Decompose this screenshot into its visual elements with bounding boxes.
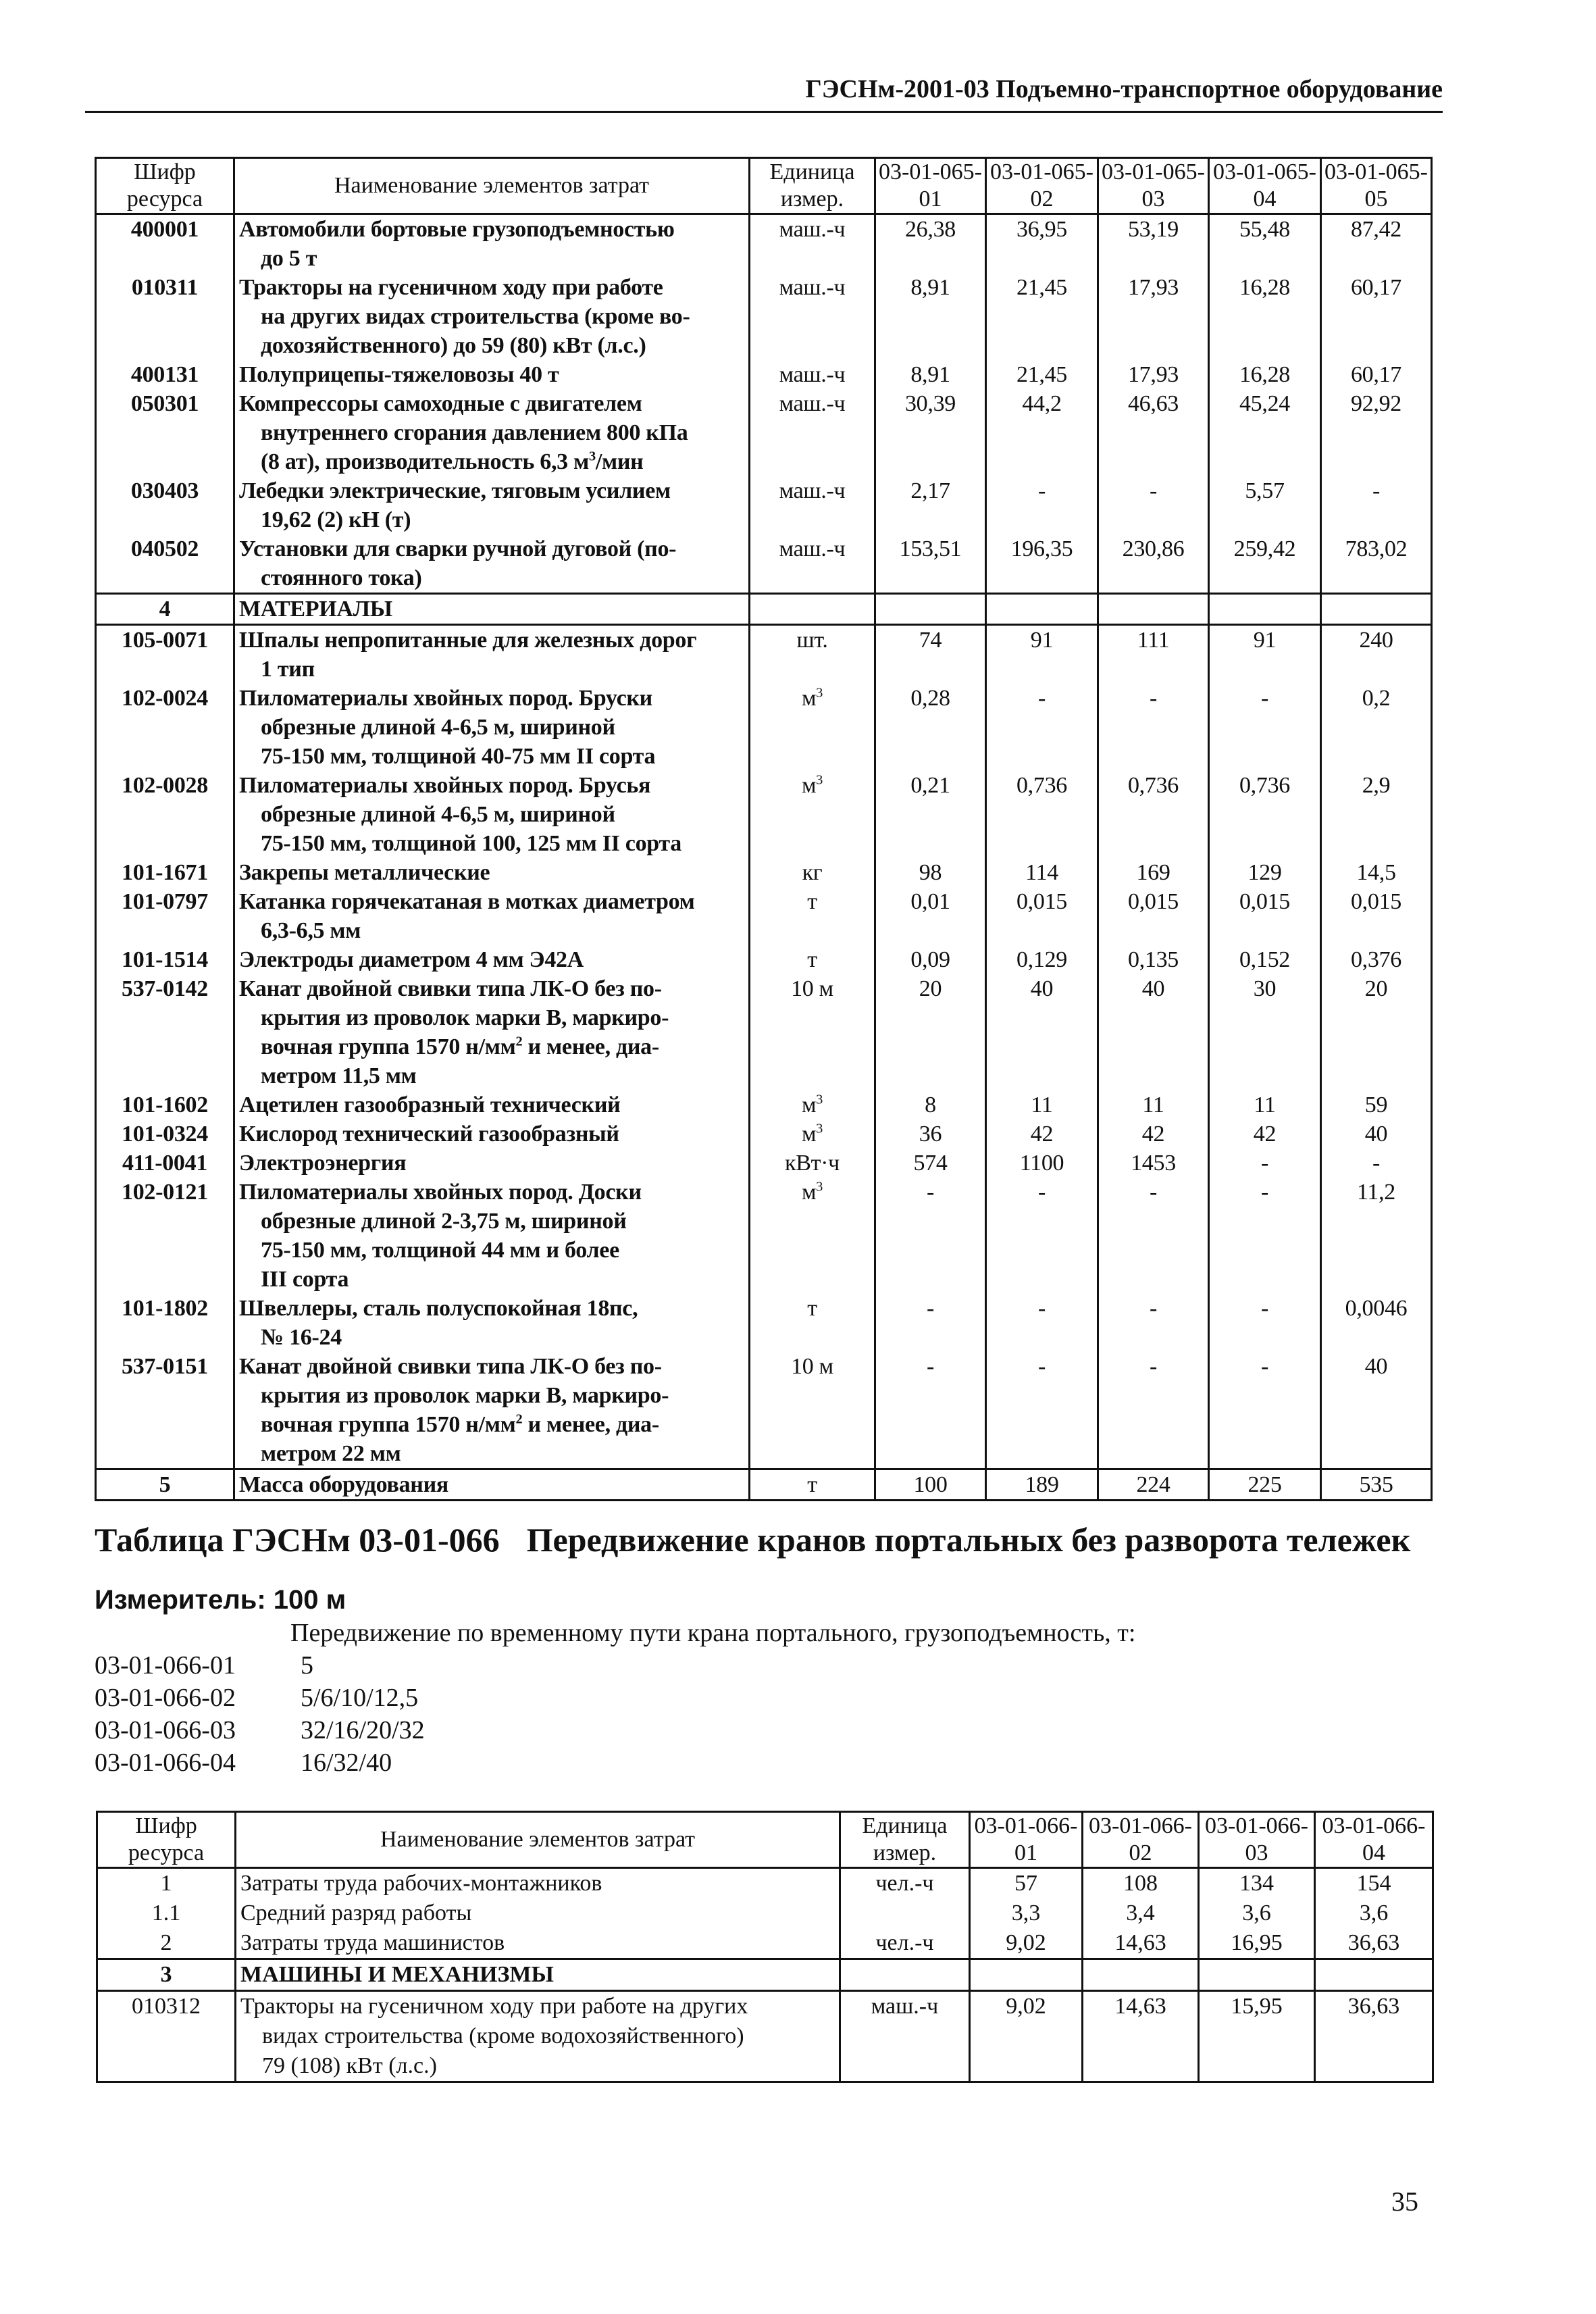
resource-unit: 10 м <box>750 1352 875 1469</box>
table-header-row <box>97 1812 1433 1868</box>
resource-table-065 <box>95 157 1433 1501</box>
value-cell: 16,95 <box>1199 1928 1315 1959</box>
value-cell: 11 <box>1098 1090 1209 1120</box>
table-row <box>96 273 1432 360</box>
value-cell: 40 <box>986 974 1098 1090</box>
value-cell: - <box>986 1294 1098 1352</box>
value-cell: 36 <box>875 1120 986 1149</box>
resource-name: Шпалы непропитанные для железных дорог 1 тип <box>234 625 750 684</box>
variant-line <box>95 1683 418 1713</box>
resource-code: 101-1802 <box>96 1294 234 1352</box>
variant-value: 5/6/10/12,5 <box>301 1684 419 1712</box>
resource-unit: кВт·ч <box>750 1149 875 1178</box>
table-row <box>97 1991 1433 2082</box>
value-cell: 0,2 <box>1321 684 1432 771</box>
value-cell: - <box>986 476 1098 534</box>
table-row <box>96 887 1432 945</box>
col-name-header: Наименование элементов затрат <box>236 1812 840 1868</box>
value-cell: 91 <box>1209 625 1321 684</box>
value-cell: 20 <box>875 974 986 1090</box>
value-cell: 16,28 <box>1209 273 1321 360</box>
value-cell: 535 <box>1321 1469 1432 1501</box>
table-row <box>96 1090 1432 1120</box>
col-variant-header: 03-01-066-01 <box>970 1812 1083 1868</box>
col-unit-header: Единица измер. <box>750 158 875 214</box>
resource-unit: $м^3$ <box>750 771 875 858</box>
col-variant-header: 03-01-066-03 <box>1199 1812 1315 1868</box>
resource-name: Автомобили бортовые грузоподъемностью до 5 т <box>234 214 750 274</box>
value-cell: 0,736 <box>986 771 1098 858</box>
value-cell: 2,9 <box>1321 771 1432 858</box>
value-cell: 14,5 <box>1321 858 1432 887</box>
resource-code: 101-1671 <box>96 858 234 887</box>
resource-unit: маш.-ч <box>750 389 875 476</box>
table-row <box>96 625 1432 684</box>
variant-code: 03-01-066-04 <box>95 1749 236 1777</box>
resource-code: 102-0024 <box>96 684 234 771</box>
value-cell: - <box>875 1352 986 1469</box>
value-cell: 2,17 <box>875 476 986 534</box>
value-cell: 1100 <box>986 1149 1098 1178</box>
table-row <box>96 1149 1432 1178</box>
table-row <box>96 974 1432 1090</box>
resource-name: Лебедки электрические, тяговым усилием 19,62 (2) кН (т) <box>234 476 750 534</box>
value-cell: 8 <box>875 1090 986 1120</box>
value-cell: 40 <box>1321 1352 1432 1469</box>
resource-code: 101-1514 <box>96 945 234 974</box>
col-variant-header: 03-01-065-01 <box>875 158 986 214</box>
resource-unit: $м^3$ <box>750 1090 875 1120</box>
resource-code: 1.1 <box>97 1898 236 1928</box>
value-cell: 240 <box>1321 625 1432 684</box>
value-cell: 9,02 <box>970 1991 1083 2082</box>
value-cell: 11 <box>1209 1090 1321 1120</box>
running-header: ГЭСНм-2001-03 Подъемно-транспортное оборудование <box>85 74 1443 113</box>
value-cell: 42 <box>1209 1120 1321 1149</box>
variant-code: 03-01-066-02 <box>95 1684 236 1712</box>
value-cell: 74 <box>875 625 986 684</box>
value-cell: 230,86 <box>1098 534 1209 594</box>
resource-name: Затраты труда машинистов <box>236 1928 840 1959</box>
resource-name: Пиломатериалы хвойных пород. Бруски обрезные длиной 4-6,5 м, шириной 75-150 мм, толщиной 40-75 мм II сорта <box>234 684 750 771</box>
variant-value: 32/16/20/32 <box>301 1716 425 1744</box>
value-cell: - <box>1209 1178 1321 1294</box>
value-cell: 59 <box>1321 1090 1432 1120</box>
value-cell: 0,135 <box>1098 945 1209 974</box>
equipment-mass-row <box>96 1469 1432 1501</box>
value-cell: 55,48 <box>1209 214 1321 274</box>
value-cell: 189 <box>986 1469 1098 1501</box>
value-cell: 36,95 <box>986 214 1098 274</box>
value-cell: 0,015 <box>1209 887 1321 945</box>
resource-unit: чел.-ч <box>840 1868 970 1899</box>
value-cell: - <box>875 1294 986 1352</box>
value-cell: - <box>1098 1352 1209 1469</box>
table-row <box>96 360 1432 389</box>
resource-name: Электроэнергия <box>234 1149 750 1178</box>
resource-unit: чел.-ч <box>840 1928 970 1959</box>
value-cell: - <box>1098 1294 1209 1352</box>
table-header-row <box>96 158 1432 214</box>
value-cell: - <box>875 1178 986 1294</box>
value-cell: 17,93 <box>1098 273 1209 360</box>
table-row <box>96 214 1432 274</box>
resource-code: 5 <box>96 1469 234 1501</box>
resource-code: 101-0797 <box>96 887 234 945</box>
value-cell: 783,02 <box>1321 534 1432 594</box>
resource-name: Тракторы на гусеничном ходу при работе на других видах строительства (кроме во- дохозяйственного) до 59 (80) кВт (л.с.) <box>234 273 750 360</box>
resource-code: 411-0041 <box>96 1149 234 1178</box>
value-cell: 57 <box>970 1868 1083 1899</box>
resource-unit: т <box>750 1294 875 1352</box>
resource-unit: шт. <box>750 625 875 684</box>
value-cell: 9,02 <box>970 1928 1083 1959</box>
resource-unit: $м^3$ <box>750 1120 875 1149</box>
value-cell: 30 <box>1209 974 1321 1090</box>
value-cell: 15,95 <box>1199 1991 1315 2082</box>
section-row <box>96 594 1432 625</box>
resource-unit: 10 м <box>750 974 875 1090</box>
table-row <box>96 945 1432 974</box>
value-cell: 30,39 <box>875 389 986 476</box>
resource-code: 030403 <box>96 476 234 534</box>
resource-unit: $м^3$ <box>750 1178 875 1294</box>
resource-code: 102-0121 <box>96 1178 234 1294</box>
table-row <box>96 389 1432 476</box>
col-variant-header: 03-01-066-04 <box>1315 1812 1433 1868</box>
value-cell: 5,57 <box>1209 476 1321 534</box>
table-row <box>97 1928 1433 1959</box>
resource-code: 101-1602 <box>96 1090 234 1120</box>
resource-unit <box>840 1898 970 1928</box>
value-cell: 91 <box>986 625 1098 684</box>
value-cell: - <box>1209 1149 1321 1178</box>
section-code: 4 <box>96 594 234 625</box>
value-cell: 11,2 <box>1321 1178 1432 1294</box>
value-cell: 154 <box>1315 1868 1433 1899</box>
value-cell: 36,63 <box>1315 1928 1433 1959</box>
col-name-header: Наименование элементов затрат <box>234 158 750 214</box>
value-cell: 26,38 <box>875 214 986 274</box>
value-cell: 111 <box>1098 625 1209 684</box>
resource-table-066 <box>96 1811 1434 2083</box>
value-cell: 0,09 <box>875 945 986 974</box>
resource-unit: маш.-ч <box>750 273 875 360</box>
value-cell: 17,93 <box>1098 360 1209 389</box>
resource-code: 102-0028 <box>96 771 234 858</box>
variant-line <box>95 1651 313 1680</box>
resource-name: Средний разряд работы <box>236 1898 840 1928</box>
resource-name: Пиломатериалы хвойных пород. Брусья обрезные длиной 4-6,5 м, шириной 75-150 мм, толщиной 100, 125 мм II сорта <box>234 771 750 858</box>
resource-unit: маш.-ч <box>750 360 875 389</box>
value-cell: 44,2 <box>986 389 1098 476</box>
table-row <box>97 1868 1433 1899</box>
value-cell: - <box>986 1352 1098 1469</box>
resource-name: Полуприцепы-тяжеловозы 40 т <box>234 360 750 389</box>
resource-name: Масса оборудования <box>234 1469 750 1501</box>
resource-unit: маш.-ч <box>840 1991 970 2082</box>
value-cell: 11 <box>986 1090 1098 1120</box>
resource-code: 040502 <box>96 534 234 594</box>
resource-name: Закрепы металлические <box>234 858 750 887</box>
value-cell: 0,21 <box>875 771 986 858</box>
value-cell: 3,6 <box>1315 1898 1433 1928</box>
value-cell: 574 <box>875 1149 986 1178</box>
col-code-header: Шифр ресурса <box>96 158 234 214</box>
value-cell: 60,17 <box>1321 273 1432 360</box>
value-cell: 16,28 <box>1209 360 1321 389</box>
value-cell: - <box>1209 1352 1321 1469</box>
resource-code: 1 <box>97 1868 236 1899</box>
table-title: Передвижение кранов портальных без разворота тележек <box>526 1521 1411 1559</box>
resource-name: Швеллеры, сталь полуспокойная 18пс, № 16-24 <box>234 1294 750 1352</box>
value-cell: - <box>1098 684 1209 771</box>
value-cell: 0,28 <box>875 684 986 771</box>
variant-value: 16/32/40 <box>301 1749 392 1777</box>
value-cell: 21,45 <box>986 273 1098 360</box>
value-cell: - <box>1209 1294 1321 1352</box>
measure-unit: Измеритель: 100 м <box>95 1585 346 1615</box>
value-cell: 3,4 <box>1083 1898 1199 1928</box>
table-row <box>96 684 1432 771</box>
value-cell: 259,42 <box>1209 534 1321 594</box>
value-cell: 0,015 <box>1098 887 1209 945</box>
value-cell: - <box>1321 1149 1432 1178</box>
resource-code: 537-0151 <box>96 1352 234 1469</box>
table-row <box>97 1898 1433 1928</box>
value-cell: 21,45 <box>986 360 1098 389</box>
table-row <box>96 1294 1432 1352</box>
resource-unit: кг <box>750 858 875 887</box>
variant-code: 03-01-066-01 <box>95 1651 236 1680</box>
resource-unit: маш.-ч <box>750 214 875 274</box>
value-cell: 0,152 <box>1209 945 1321 974</box>
variant-value: 5 <box>301 1651 313 1680</box>
value-cell: 114 <box>986 858 1098 887</box>
variant-code: 03-01-066-03 <box>95 1716 236 1744</box>
resource-unit: т <box>750 945 875 974</box>
col-variant-header: 03-01-065-04 <box>1209 158 1321 214</box>
value-cell: 225 <box>1209 1469 1321 1501</box>
col-variant-header: 03-01-065-05 <box>1321 158 1432 214</box>
value-cell: 92,92 <box>1321 389 1432 476</box>
value-cell: 14,63 <box>1083 1991 1199 2082</box>
table-row <box>96 476 1432 534</box>
resource-code: 400131 <box>96 360 234 389</box>
resource-unit: т <box>750 1469 875 1501</box>
resource-unit: маш.-ч <box>750 534 875 594</box>
value-cell: - <box>1209 684 1321 771</box>
value-cell: 0,01 <box>875 887 986 945</box>
work-description: Передвижение по временному пути крана портального, грузоподъемность, т: <box>290 1619 1136 1647</box>
resource-code: 105-0071 <box>96 625 234 684</box>
value-cell: 224 <box>1098 1469 1209 1501</box>
section-title: МАШИНЫ И МЕХАНИЗМЫ <box>236 1959 840 1991</box>
resource-code: 2 <box>97 1928 236 1959</box>
resource-code: 010311 <box>96 273 234 360</box>
value-cell: 108 <box>1083 1868 1199 1899</box>
table-row <box>96 1352 1432 1469</box>
value-cell: 20 <box>1321 974 1432 1090</box>
value-cell: 129 <box>1209 858 1321 887</box>
value-cell: 46,63 <box>1098 389 1209 476</box>
table-row <box>96 1120 1432 1149</box>
value-cell: 14,63 <box>1083 1928 1199 1959</box>
value-cell: 100 <box>875 1469 986 1501</box>
value-cell: 196,35 <box>986 534 1098 594</box>
col-unit-header: Единица измер. <box>840 1812 970 1868</box>
variant-line <box>95 1715 425 1745</box>
value-cell: 134 <box>1199 1868 1315 1899</box>
value-cell: 153,51 <box>875 534 986 594</box>
resource-name: Кислород технический газообразный <box>234 1120 750 1149</box>
resource-unit: маш.-ч <box>750 476 875 534</box>
resource-unit: $м^3$ <box>750 684 875 771</box>
page-number: 35 <box>1391 2186 1418 2217</box>
table-number: Таблица ГЭСНм 03-01-066 <box>95 1521 500 1559</box>
value-cell: 0,0046 <box>1321 1294 1432 1352</box>
value-cell: 87,42 <box>1321 214 1432 274</box>
value-cell: 1453 <box>1098 1149 1209 1178</box>
value-cell: 0,129 <box>986 945 1098 974</box>
table-heading <box>95 1520 1410 1559</box>
resource-name: Канат двойной свивки типа ЛК-О без по- крытия из проволок марки В, маркиро- вочная группа 1570 $н/мм^2$ и менее, диа- метром 11,5 мм <box>234 974 750 1090</box>
value-cell: 169 <box>1098 858 1209 887</box>
value-cell: 8,91 <box>875 360 986 389</box>
section-row <box>97 1959 1433 1991</box>
col-variant-header: 03-01-066-02 <box>1083 1812 1199 1868</box>
value-cell: 8,91 <box>875 273 986 360</box>
col-variant-header: 03-01-065-02 <box>986 158 1098 214</box>
resource-name: Катанка горячекатаная в мотках диаметром 6,3-6,5 мм <box>234 887 750 945</box>
resource-code: 050301 <box>96 389 234 476</box>
value-cell: 98 <box>875 858 986 887</box>
table-row <box>96 858 1432 887</box>
resource-code: 010312 <box>97 1991 236 2082</box>
section-title: МАТЕРИАЛЫ <box>234 594 750 625</box>
resource-name: Электроды диаметром 4 мм Э42А <box>234 945 750 974</box>
resource-name: Тракторы на гусеничном ходу при работе на других видах строительства (кроме водохозяйственного) 79 (108) кВт (л.с.) <box>236 1991 840 2082</box>
resource-code: 101-0324 <box>96 1120 234 1149</box>
value-cell: 0,015 <box>986 887 1098 945</box>
value-cell: 36,63 <box>1315 1991 1433 2082</box>
value-cell: - <box>1098 1178 1209 1294</box>
value-cell: 3,6 <box>1199 1898 1315 1928</box>
value-cell: 42 <box>986 1120 1098 1149</box>
col-variant-header: 03-01-065-03 <box>1098 158 1209 214</box>
resource-code: 400001 <box>96 214 234 274</box>
resource-name: Затраты труда рабочих-монтажников <box>236 1868 840 1899</box>
variant-line <box>95 1748 392 1778</box>
value-cell: - <box>986 684 1098 771</box>
value-cell: - <box>1321 476 1432 534</box>
col-code-header: Шифр ресурса <box>97 1812 236 1868</box>
value-cell: 0,736 <box>1209 771 1321 858</box>
resource-name: Канат двойной свивки типа ЛК-О без по- крытия из проволок марки В, маркиро- вочная группа 1570 $н/мм^2$ и менее, диа- метром 22 мм <box>234 1352 750 1469</box>
table-row <box>96 534 1432 594</box>
table-row <box>96 771 1432 858</box>
resource-name: Ацетилен газообразный технический <box>234 1090 750 1120</box>
value-cell: 40 <box>1098 974 1209 1090</box>
value-cell: 0,736 <box>1098 771 1209 858</box>
value-cell: 3,3 <box>970 1898 1083 1928</box>
resource-code: 537-0142 <box>96 974 234 1090</box>
value-cell: 0,376 <box>1321 945 1432 974</box>
resource-name: Пиломатериалы хвойных пород. Доски обрезные длиной 2-3,75 м, шириной 75-150 мм, толщиной 44 мм и более III сорта <box>234 1178 750 1294</box>
resource-name: Установки для сварки ручной дуговой (по- стоянного тока) <box>234 534 750 594</box>
value-cell: 53,19 <box>1098 214 1209 274</box>
resource-unit: т <box>750 887 875 945</box>
value-cell: 42 <box>1098 1120 1209 1149</box>
section-code: 3 <box>97 1959 236 1991</box>
value-cell: 0,015 <box>1321 887 1432 945</box>
value-cell: 60,17 <box>1321 360 1432 389</box>
value-cell: 40 <box>1321 1120 1432 1149</box>
value-cell: 45,24 <box>1209 389 1321 476</box>
value-cell: - <box>1098 476 1209 534</box>
resource-name: Компрессоры самоходные с двигателем внутреннего сгорания давлением 800 кПа (8 ат), производительность 6,3 $м^3$/мин <box>234 389 750 476</box>
table-row <box>96 1178 1432 1294</box>
value-cell: - <box>986 1178 1098 1294</box>
